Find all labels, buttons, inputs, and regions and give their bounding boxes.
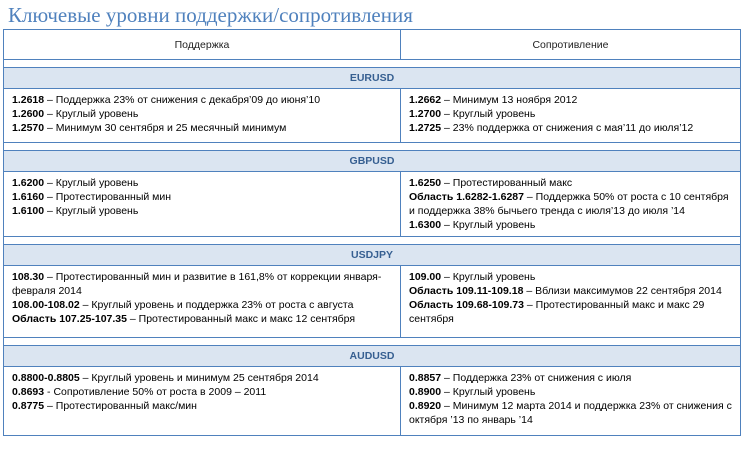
level-value: 0.8920 bbox=[409, 400, 442, 412]
support-cell bbox=[4, 89, 401, 143]
table-row bbox=[4, 367, 741, 436]
level-value: Область 109.68-109.73 bbox=[409, 299, 524, 311]
section-gap bbox=[4, 237, 741, 245]
level-description: – Поддержка 23% от снижения с июля bbox=[441, 372, 632, 384]
section-name: GBPUSD bbox=[4, 151, 741, 172]
level-description: – Поддержка 23% от снижения с декабря’09 до июня’10 bbox=[44, 94, 321, 106]
level-line bbox=[12, 93, 392, 107]
level-value: 1.2725 bbox=[409, 122, 442, 134]
level-value: 1.6300 bbox=[409, 219, 442, 231]
level-value: 0.8900 bbox=[409, 386, 442, 398]
level-line bbox=[12, 190, 392, 204]
level-value: 109.00 bbox=[409, 271, 442, 283]
section-name: EURUSD bbox=[4, 68, 741, 89]
section-header-row bbox=[4, 151, 741, 172]
level-line bbox=[12, 121, 392, 135]
level-line bbox=[12, 176, 392, 190]
level-value: 1.6200 bbox=[12, 177, 45, 189]
section-header-row bbox=[4, 245, 741, 266]
level-value: 1.2618 bbox=[12, 94, 45, 106]
level-description: - Сопротивление 50% от роста в 2009 – 2011 bbox=[44, 386, 267, 398]
level-line bbox=[12, 399, 392, 413]
section-gap bbox=[4, 143, 741, 151]
level-description: – Круглый уровень и поддержка 23% от роста с августа bbox=[79, 299, 354, 311]
level-description: – Минимум 12 марта 2014 и поддержка 23% от снижения с октября ’13 по январь ’14 bbox=[409, 400, 732, 426]
level-value: 1.6160 bbox=[12, 191, 45, 203]
level-line bbox=[409, 218, 732, 232]
level-description: – Круглый уровень bbox=[441, 219, 536, 231]
level-description: – Протестированный макс bbox=[441, 177, 573, 189]
level-line bbox=[12, 107, 392, 121]
level-line bbox=[409, 284, 732, 298]
section-header-row bbox=[4, 68, 741, 89]
level-value: 108.00-108.02 bbox=[12, 299, 80, 311]
level-value: Область 109.11-109.18 bbox=[409, 285, 524, 297]
level-description: – Протестированный макс и макс 12 сентября bbox=[126, 313, 356, 325]
section-name: USDJPY bbox=[4, 245, 741, 266]
level-value: 1.6250 bbox=[409, 177, 442, 189]
table-body bbox=[4, 60, 741, 436]
support-cell bbox=[4, 367, 401, 436]
level-line bbox=[409, 399, 732, 427]
level-description: – Круглый уровень bbox=[44, 108, 139, 120]
level-value: 0.8775 bbox=[12, 400, 45, 412]
level-value: 1.2600 bbox=[12, 108, 45, 120]
section-gap bbox=[4, 60, 741, 68]
level-value: 0.8857 bbox=[409, 372, 442, 384]
level-line bbox=[12, 270, 392, 298]
level-line bbox=[409, 190, 732, 218]
level-description: – Вблизи максимумов 22 сентября 2014 bbox=[523, 285, 722, 297]
level-description: – Круглый уровень и минимум 25 сентября 2014 bbox=[79, 372, 319, 384]
level-value: Область 107.25-107.35 bbox=[12, 313, 127, 325]
gap-cell bbox=[4, 143, 741, 151]
level-value: 108.30 bbox=[12, 271, 45, 283]
level-line bbox=[409, 298, 732, 326]
level-value: 1.2662 bbox=[409, 94, 442, 106]
table-header-row bbox=[4, 30, 741, 60]
level-description: – Круглый уровень bbox=[441, 386, 536, 398]
level-description: – Минимум 30 сентября и 25 месячный минимум bbox=[44, 122, 287, 134]
level-description: – Протестированный макс/мин bbox=[44, 400, 197, 412]
table-row bbox=[4, 89, 741, 143]
support-cell bbox=[4, 172, 401, 237]
section-name: AUDUSD bbox=[4, 346, 741, 367]
level-line bbox=[409, 371, 732, 385]
level-description: – Поддержка 50% от роста с 10 сентября и поддержка 38% бычьего тренда с июля’13 до июля ’14 bbox=[409, 191, 729, 217]
level-line bbox=[409, 176, 732, 190]
header-resistance: Сопротивление bbox=[401, 30, 741, 60]
resistance-cell bbox=[401, 172, 741, 237]
gap-cell bbox=[4, 338, 741, 346]
header-support: Поддержка bbox=[4, 30, 401, 60]
resistance-cell bbox=[401, 367, 741, 436]
level-description: – Круглый уровень bbox=[44, 177, 139, 189]
gap-cell bbox=[4, 60, 741, 68]
level-line bbox=[12, 312, 392, 326]
table-row bbox=[4, 266, 741, 338]
level-line bbox=[409, 385, 732, 399]
level-line bbox=[409, 93, 732, 107]
resistance-cell bbox=[401, 89, 741, 143]
level-description: – Круглый уровень bbox=[441, 271, 536, 283]
level-description: – Протестированный мин и развитие в 161,8% от коррекции января-февраля 2014 bbox=[12, 271, 382, 297]
levels-table bbox=[3, 29, 741, 436]
level-line bbox=[12, 371, 392, 385]
level-value: 0.8800-0.8805 bbox=[12, 372, 80, 384]
table-row bbox=[4, 172, 741, 237]
level-value: Область 1.6282-1.6287 bbox=[409, 191, 524, 203]
level-line bbox=[409, 270, 732, 284]
level-line bbox=[409, 107, 732, 121]
section-header-row bbox=[4, 346, 741, 367]
level-description: – 23% поддержка от снижения с мая’11 до июля’12 bbox=[441, 122, 694, 134]
level-description: – Протестированный мин bbox=[44, 191, 172, 203]
page-title: Ключевые уровни поддержки/сопротивления bbox=[8, 3, 413, 27]
level-line bbox=[12, 298, 392, 312]
level-value: 1.2700 bbox=[409, 108, 442, 120]
level-description: – Минимум 13 ноября 2012 bbox=[441, 94, 578, 106]
level-value: 0.8693 bbox=[12, 386, 45, 398]
resistance-cell bbox=[401, 266, 741, 338]
level-description: – Круглый уровень bbox=[44, 205, 139, 217]
level-line bbox=[409, 121, 732, 135]
level-description: – Круглый уровень bbox=[441, 108, 536, 120]
level-line bbox=[12, 204, 392, 218]
gap-cell bbox=[4, 237, 741, 245]
section-gap bbox=[4, 338, 741, 346]
level-line bbox=[12, 385, 392, 399]
level-value: 1.2570 bbox=[12, 122, 45, 134]
support-cell bbox=[4, 266, 401, 338]
level-description: – Протестированный макс и макс 29 сентября bbox=[409, 299, 705, 325]
level-value: 1.6100 bbox=[12, 205, 45, 217]
